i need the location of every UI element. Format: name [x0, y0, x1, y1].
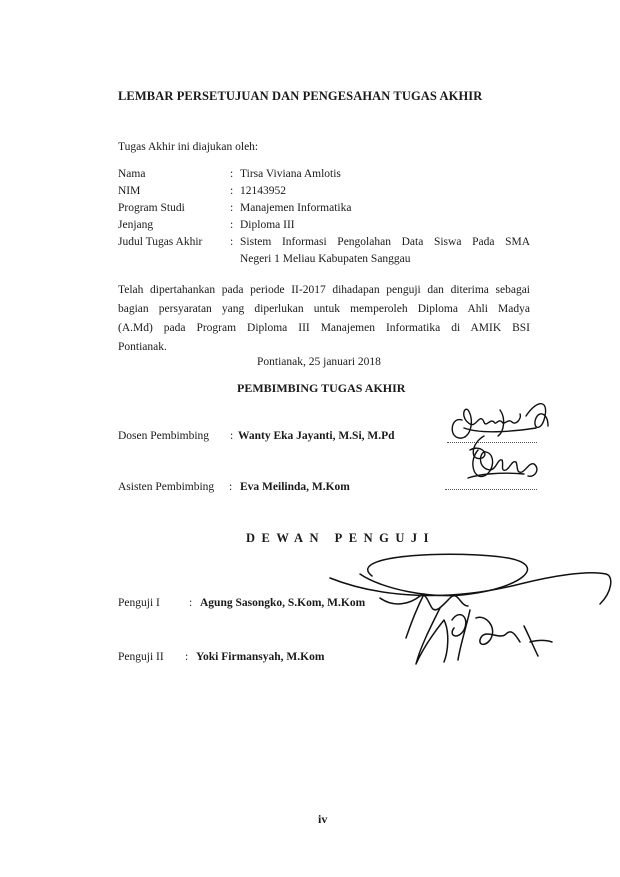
examiner1-colon: : — [189, 597, 193, 609]
supervisor-name: Wanty Eka Jayanti, M.Si, M.Pd — [238, 430, 395, 442]
assistant-name: Eva Meilinda, M.Kom — [240, 481, 350, 493]
paragraph-line: Telah dipertahankan pada periode II-2017 dihadapan penguji dan diterima sebagai — [118, 284, 530, 296]
field-colon: : — [230, 185, 234, 197]
paragraph-line: (A.Md) pada Program Diploma III Manajemen Informatika di AMIK BSI — [118, 322, 530, 334]
field-value-thesis-title: Sistem Informasi Pengolahan Data Siswa Pada SMA — [240, 236, 530, 248]
approval-paragraph — [118, 280, 530, 357]
field-label-nim: NIM — [118, 185, 141, 197]
intro-text: Tugas Akhir ini diajukan oleh: — [118, 141, 259, 153]
supervisor-signature — [440, 388, 560, 498]
assistant-label: Asisten Pembimbing — [118, 481, 215, 493]
field-colon: : — [230, 202, 234, 214]
examiner2-label: Penguji II — [118, 651, 164, 663]
field-colon: : — [230, 219, 234, 231]
field-value-level: Diploma III — [240, 219, 295, 231]
field-value-nim: 12143952 — [240, 185, 286, 197]
paragraph-line: bagian persyaratan yang diperlukan untuk memperoleh Diploma Ahli Madya — [118, 303, 530, 315]
field-label-program: Program Studi — [118, 202, 185, 214]
supervisor-heading: PEMBIMBING TUGAS AKHIR — [237, 381, 406, 395]
board-heading: DEWAN PENGUJI — [246, 531, 436, 545]
examiner1-label: Penguji I — [118, 597, 160, 609]
field-value-name: Tirsa Viviana Amlotis — [240, 168, 341, 180]
examiner2-colon: : — [185, 651, 189, 663]
place-date: Pontianak, 25 januari 2018 — [257, 356, 381, 368]
field-value-thesis-title-line2: Negeri 1 Meliau Kabupaten Sanggau — [240, 253, 411, 265]
field-label-name: Nama — [118, 168, 146, 180]
page-number: iv — [318, 812, 328, 826]
paragraph-line: Pontianak. — [118, 341, 167, 353]
field-colon: : — [230, 236, 234, 248]
examiner2-name: Yoki Firmansyah, M.Kom — [196, 651, 325, 663]
field-label-thesis-title: Judul Tugas Akhir — [118, 236, 203, 248]
field-label-level: Jenjang — [118, 219, 154, 231]
supervisor-colon: : — [230, 430, 234, 442]
examiner-signature — [320, 548, 620, 688]
assistant-colon: : — [229, 481, 233, 493]
field-value-program: Manajemen Informatika — [240, 202, 352, 214]
supervisor-label: Dosen Pembimbing — [118, 430, 210, 442]
document-title: LEMBAR PERSETUJUAN DAN PENGESAHAN TUGAS AKHIR — [118, 89, 483, 103]
field-colon: : — [230, 168, 234, 180]
examiner1-name: Agung Sasongko, S.Kom, M.Kom — [200, 597, 366, 609]
